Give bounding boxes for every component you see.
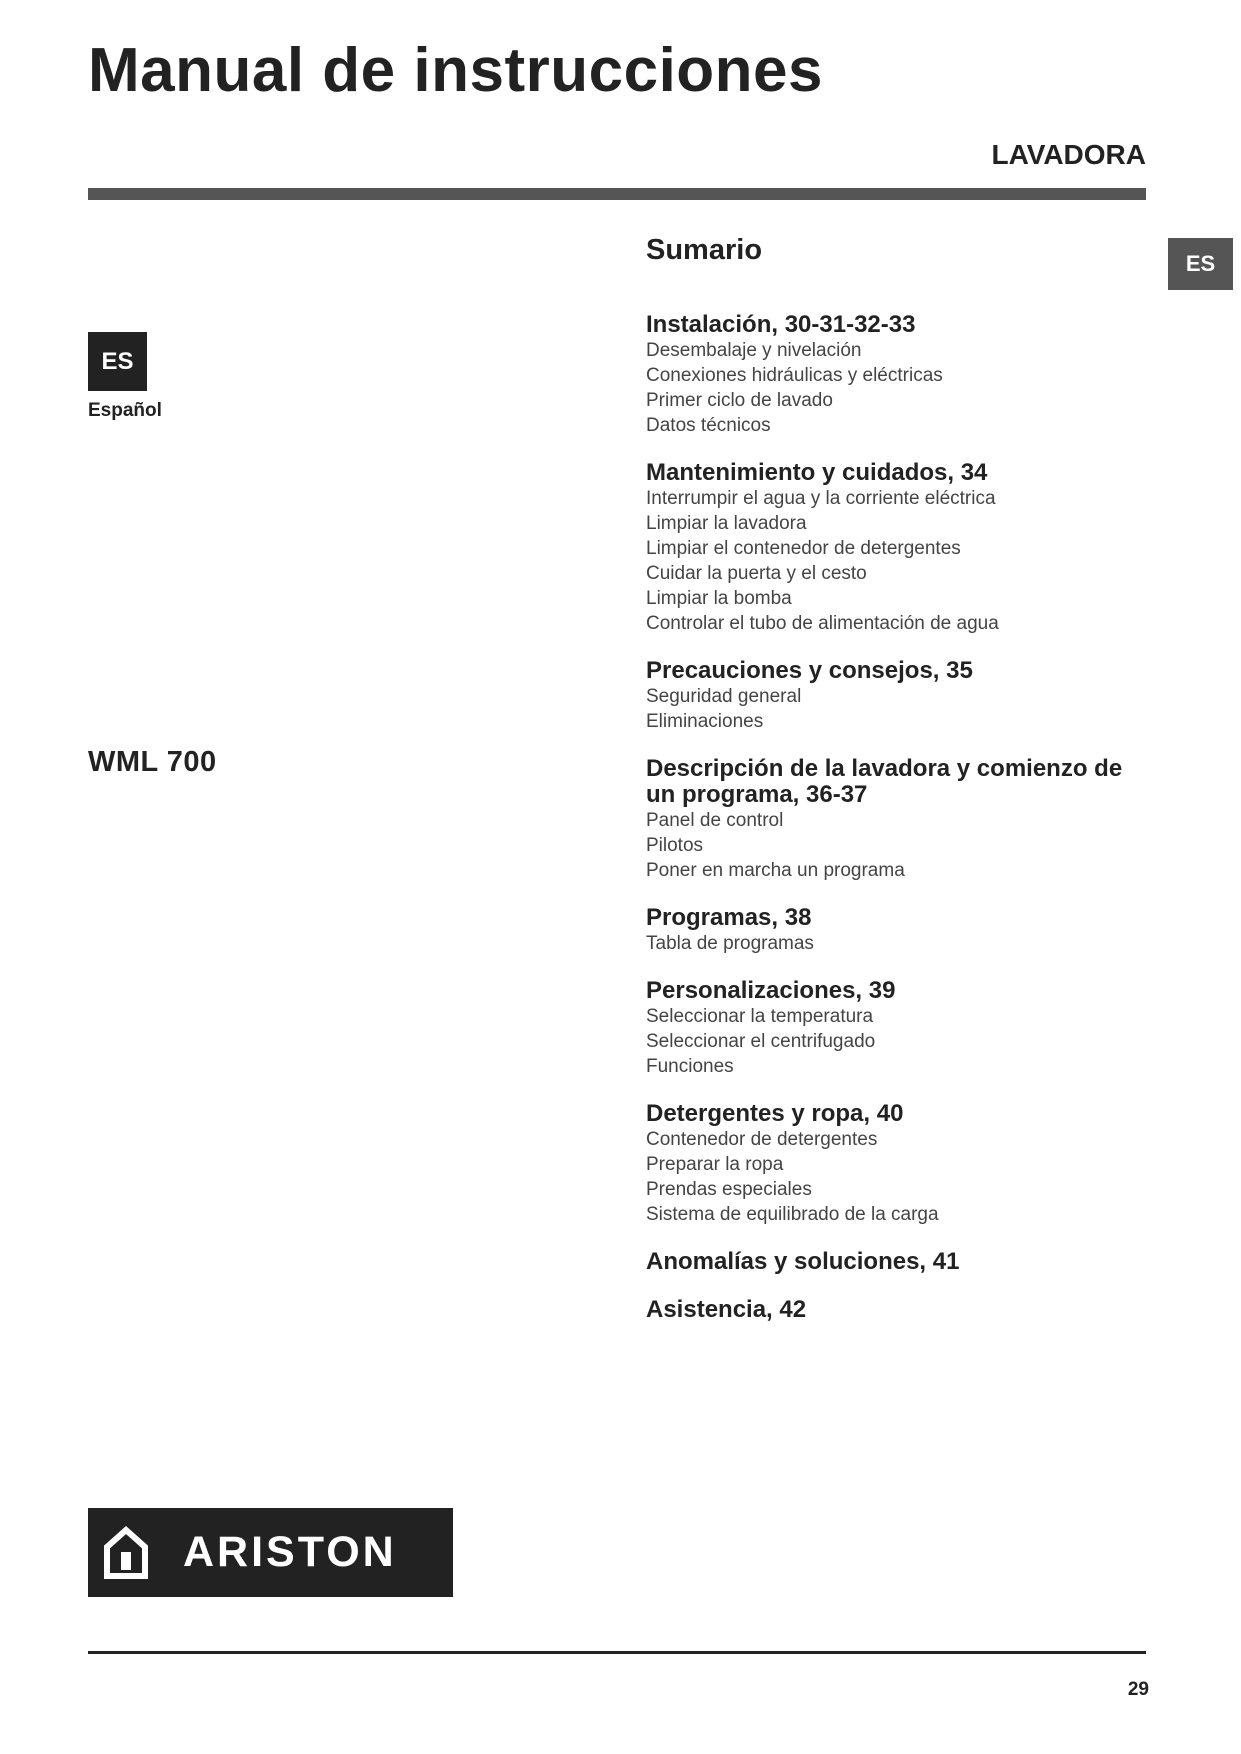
model-name: WML 700 [88, 746, 217, 778]
toc-item: Sistema de equilibrado de la carga [646, 1204, 939, 1225]
language-side-tab: ES [1168, 238, 1233, 290]
toc-item: Desembalaje y nivelación [646, 340, 862, 361]
language-code-badge: ES [88, 332, 147, 391]
toc-section [646, 756, 1146, 883]
toc-item: Cuidar la puerta y el cesto [646, 563, 867, 584]
toc-section-title: Asistencia, 42 [646, 1296, 807, 1323]
toc-item: Seleccionar el centrifugado [646, 1031, 876, 1052]
toc-section [646, 460, 1146, 636]
page-number: 29 [1127, 1679, 1149, 1700]
toc-section [646, 1101, 1146, 1227]
toc-heading: Sumario [646, 234, 763, 266]
toc-section-title: Precauciones y consejos, 35 [646, 657, 973, 684]
toc-section [646, 1249, 1146, 1275]
toc-item: Interrumpir el agua y la corriente eléctrica [646, 488, 996, 509]
toc-item: Prendas especiales [646, 1179, 812, 1200]
toc-item: Tabla de programas [646, 933, 814, 954]
footer-divider [88, 1651, 1146, 1654]
toc-item: Limpiar la lavadora [646, 513, 807, 534]
house-icon [103, 1525, 149, 1581]
header-divider [88, 188, 1146, 200]
page-title: Manual de instrucciones [88, 36, 824, 105]
toc-item: Primer ciclo de lavado [646, 390, 833, 411]
toc-item: Eliminaciones [646, 711, 764, 732]
toc-item: Datos técnicos [646, 415, 771, 436]
table-of-contents [646, 232, 1146, 1345]
toc-item: Limpiar la bomba [646, 588, 792, 609]
toc-item: Limpiar el contenedor de detergentes [646, 538, 961, 559]
brand-name: ARISTON [183, 1528, 397, 1576]
toc-section [646, 1297, 1146, 1323]
brand-logo [88, 1508, 453, 1597]
toc-section [646, 905, 1146, 956]
toc-item: Seleccionar la temperatura [646, 1006, 874, 1027]
toc-section-title: Anomalías y soluciones, 41 [646, 1248, 960, 1275]
language-label: Español [88, 400, 162, 421]
toc-item: Conexiones hidráulicas y eléctricas [646, 365, 943, 386]
toc-sections [646, 312, 1146, 1323]
toc-item: Contenedor de detergentes [646, 1129, 878, 1150]
toc-item: Preparar la ropa [646, 1154, 784, 1175]
toc-section-title: Instalación, 30-31-32-33 [646, 311, 916, 338]
toc-item: Funciones [646, 1056, 734, 1077]
toc-section-title: Programas, 38 [646, 904, 812, 931]
toc-item: Controlar el tubo de alimentación de agua [646, 613, 999, 634]
toc-item: Poner en marcha un programa [646, 860, 905, 881]
toc-section-title: Descripción de la lavadora y comienzo de un programa, 36-37 [646, 755, 1123, 808]
toc-item: Panel de control [646, 810, 784, 831]
toc-section [646, 978, 1146, 1079]
document-subtitle: LAVADORA [991, 139, 1146, 170]
toc-section [646, 658, 1146, 734]
toc-section [646, 312, 1146, 438]
toc-section-title: Personalizaciones, 39 [646, 977, 896, 1004]
toc-section-title: Detergentes y ropa, 40 [646, 1100, 904, 1127]
toc-item: Pilotos [646, 835, 704, 856]
toc-section-title: Mantenimiento y cuidados, 34 [646, 459, 988, 486]
toc-item: Seguridad general [646, 686, 802, 707]
